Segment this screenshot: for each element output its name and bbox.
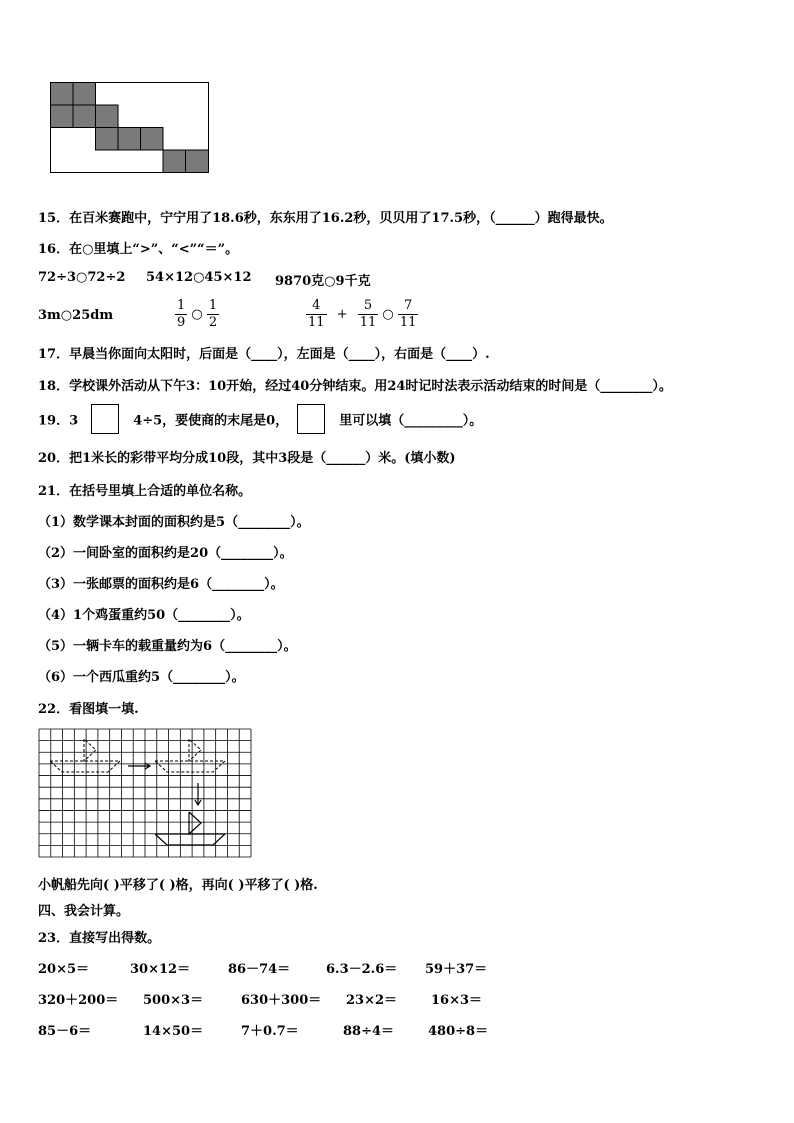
sailboat-grid-figure [38,728,252,858]
calc-3-1: 85－6＝ [38,1024,92,1039]
calc-2-1: 320＋200＝ [38,993,119,1008]
question-18: 18．学校课外活动从下午3：10开始，经过40分钟结束。用24时记时法表示活动结束的时间是（________）。 [38,379,672,394]
calc-2-5: 16×3＝ [431,993,483,1008]
section-4-title: 四、我会计算。 [38,904,130,919]
fraction-compare-1: $\frac{1}{9}$ ○ $\frac{1}{2}$ [177,298,218,330]
question-17: 17．早晨当你面向太阳时，后面是（____），左面是（____），右面是（____）. [38,347,490,362]
question-23-title: 23．直接写出得数。 [38,931,161,946]
question-21-item-5: （5）一辆卡车的载重量约为6（________）。 [38,639,297,654]
fraction-compare-2: $\frac{4}{11}$ + $\frac{5}{11}$ ○ $\frac{7}{11}$ [308,298,417,330]
shaded-squares-figure [50,82,210,174]
compare-item-4: 3m○25dm [38,308,114,323]
calc-1-5: 59＋37＝ [425,962,488,977]
blank-box-2[interactable] [297,404,325,434]
calc-1-4: 6.3－2.6＝ [326,962,398,977]
calc-2-4: 23×2＝ [346,993,398,1008]
calc-1-2: 30×12＝ [130,962,191,977]
calc-3-3: 7＋0.7＝ [241,1024,299,1039]
calc-3-5: 480÷8＝ [428,1024,489,1039]
calc-2-2: 500×3＝ [143,993,204,1008]
question-21-item-6: （6）一个西瓜重约5（________）。 [38,670,245,685]
question-20: 20．把1米长的彩带平均分成10段，其中3段是（______）米。(填小数) [38,451,456,466]
question-15: 15．在百米赛跑中，宁宁用了18.6秒，东东用了16.2秒，贝贝用了17.5秒，（______）跑得最快。 [38,211,613,226]
question-21-item-1: （1）数学课本封面的面积约是5（________）。 [38,515,310,530]
question-22-sentence: 小帆船先向( )平移了( )格，再向( )平移了( )格. [38,878,318,893]
compare-item-1: 72÷3○72÷2 [38,270,126,285]
calc-1-3: 86－74＝ [228,962,291,977]
blank-box-1[interactable] [91,404,119,434]
question-19: 19．3 4÷5，要使商的末尾是0， 里可以填（_________）。 [38,404,482,434]
question-16-title: 16．在○里填上“>”、“<”“＝”。 [38,242,239,257]
compare-item-2: 54×12○45×12 [146,270,252,285]
calc-3-4: 88÷4＝ [343,1024,395,1039]
question-22-title: 22．看图填一填. [38,702,139,717]
calc-2-3: 630＋300＝ [241,993,322,1008]
question-21-item-2: （2）一间卧室的面积约是20（________）。 [38,546,293,561]
calc-3-2: 14×50＝ [143,1024,204,1039]
question-21-item-3: （3）一张邮票的面积约是6（________）。 [38,577,284,592]
question-21-item-4: （4）1个鸡蛋重约50（________）。 [38,608,250,623]
question-21-title: 21．在括号里填上合适的单位名称。 [38,484,252,499]
compare-item-3: 9870克○9千克 [275,274,371,289]
calc-1-1: 20×5＝ [38,962,90,977]
